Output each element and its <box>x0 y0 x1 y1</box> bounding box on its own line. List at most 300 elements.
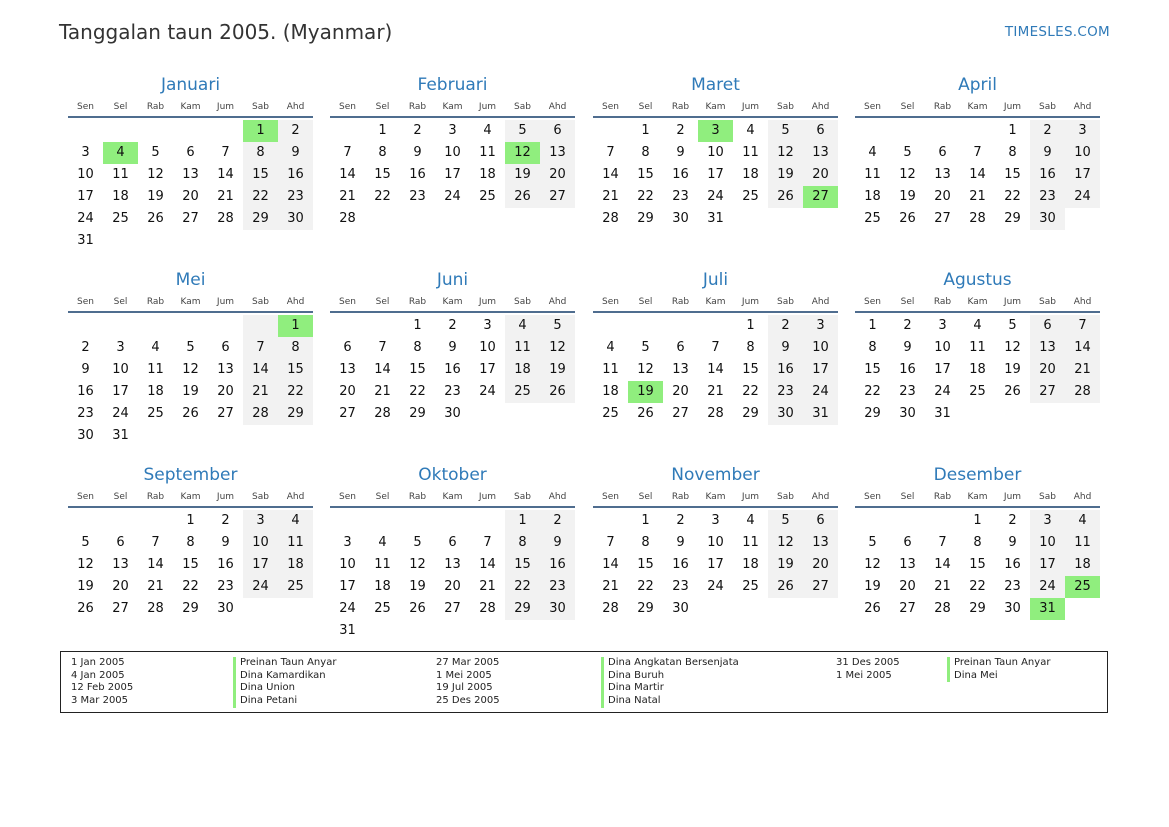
day-cell: 28 <box>934 601 951 616</box>
day-cell: 18 <box>602 384 619 399</box>
day-cell: 14 <box>147 557 164 572</box>
day-cell: 30 <box>672 211 689 226</box>
empty-day-cell <box>768 208 803 230</box>
day-cell: 2 <box>768 315 803 337</box>
day-cell: 13 <box>444 557 461 572</box>
day-cell: 21 <box>374 384 391 399</box>
day-cell: 7 <box>483 535 492 550</box>
day-cell: 13 <box>339 362 356 377</box>
day-cell: 4 <box>483 123 492 138</box>
day-cell: 27 <box>217 406 234 421</box>
empty-day-cell <box>890 510 925 532</box>
empty-day-cell <box>540 403 575 425</box>
day-cell: 28 <box>243 403 278 425</box>
day-grid <box>68 510 313 620</box>
day-cell: 21 <box>217 189 234 204</box>
day-cell: 11 <box>374 557 391 572</box>
day-cell: 20 <box>934 189 951 204</box>
day-cell: 18 <box>864 189 881 204</box>
day-cell: 10 <box>934 340 951 355</box>
day-cell: 9 <box>448 340 457 355</box>
month-name: Desember <box>933 465 1022 485</box>
day-grid <box>68 315 313 447</box>
day-cell: 18 <box>969 362 986 377</box>
day-cell: 6 <box>116 535 125 550</box>
day-cell: 11 <box>505 337 540 359</box>
day-cell: 31 <box>934 406 951 421</box>
day-cell: 4 <box>746 123 755 138</box>
empty-day-cell <box>278 425 313 447</box>
legend-holiday-name: Dina Kamardikan <box>233 670 336 683</box>
day-cell: 30 <box>672 601 689 616</box>
empty-day-cell <box>138 120 173 142</box>
day-cell: 23 <box>278 186 313 208</box>
weekday-label: Ahd <box>286 492 305 502</box>
day-cell: 21 <box>339 189 356 204</box>
day-cell: 29 <box>278 403 313 425</box>
day-cell: 29 <box>409 406 426 421</box>
day-cell: 19 <box>899 189 916 204</box>
day-cell: 4 <box>278 510 313 532</box>
legend-holiday-name: Dina Natal <box>601 695 739 708</box>
day-cell: 12 <box>768 142 803 164</box>
empty-day-cell <box>628 315 663 337</box>
legend-holiday-name: Dina Mei <box>947 670 1050 683</box>
day-cell: 30 <box>77 428 94 443</box>
empty-day-cell <box>1030 403 1065 425</box>
weekday-label: Sab <box>514 102 531 112</box>
day-grid <box>330 510 575 642</box>
day-cell: 2 <box>413 123 422 138</box>
day-cell: 22 <box>409 384 426 399</box>
day-cell: 10 <box>77 167 94 182</box>
header-divider <box>330 311 575 313</box>
day-cell: 23 <box>444 384 461 399</box>
day-cell: 5 <box>413 535 422 550</box>
day-grid <box>855 120 1100 230</box>
weekday-label: Rab <box>408 492 427 502</box>
month-name: Agustus <box>943 270 1012 290</box>
empty-day-cell <box>243 315 278 337</box>
day-cell: 29 <box>637 211 654 226</box>
day-cell: 16 <box>278 164 313 186</box>
day-cell: 6 <box>1030 315 1065 337</box>
day-cell: 3 <box>243 510 278 532</box>
day-cell: 16 <box>540 554 575 576</box>
day-cell: 2 <box>676 513 685 528</box>
day-cell: 20 <box>803 164 838 186</box>
legend-date: 19 Jul 2005 <box>436 682 493 694</box>
empty-day-cell <box>435 510 470 532</box>
day-cell: 31 <box>707 211 724 226</box>
day-cell: 25 <box>112 211 129 226</box>
day-cell: 2 <box>903 318 912 333</box>
empty-day-cell <box>400 208 435 230</box>
day-cell: 18 <box>742 557 759 572</box>
legend-holiday-name: Dina Angkatan Bersenjata <box>601 657 739 670</box>
day-cell: 20 <box>182 189 199 204</box>
holiday-day-cell: 27 <box>803 186 838 208</box>
empty-day-cell <box>365 315 400 337</box>
month-0 <box>68 74 313 252</box>
day-cell: 2 <box>1030 120 1065 142</box>
day-cell: 4 <box>1065 510 1100 532</box>
empty-day-cell <box>855 120 890 142</box>
month-name: Juli <box>702 270 729 290</box>
holiday-day-cell: 3 <box>698 120 733 142</box>
day-cell: 7 <box>151 535 160 550</box>
day-cell: 20 <box>672 384 689 399</box>
empty-day-cell <box>960 403 995 425</box>
day-cell: 29 <box>742 406 759 421</box>
day-cell: 5 <box>540 315 575 337</box>
month-8 <box>68 464 313 620</box>
day-cell: 6 <box>448 535 457 550</box>
legend-holiday-name: Dina Buruh <box>601 670 739 683</box>
legend-names-col-1 <box>233 657 336 708</box>
legend-date: 1 Mei 2005 <box>436 669 492 681</box>
day-cell: 6 <box>938 145 947 160</box>
empty-day-cell <box>470 403 505 425</box>
day-cell: 2 <box>448 318 457 333</box>
day-cell: 23 <box>1030 186 1065 208</box>
day-cell: 13 <box>182 167 199 182</box>
day-cell: 14 <box>707 362 724 377</box>
day-cell: 28 <box>217 211 234 226</box>
day-cell: 16 <box>768 359 803 381</box>
weekday-label: Sel <box>638 102 653 112</box>
day-cell: 3 <box>803 315 838 337</box>
day-cell: 21 <box>602 189 619 204</box>
day-cell: 22 <box>637 579 654 594</box>
month-4 <box>68 269 313 447</box>
day-cell: 18 <box>147 384 164 399</box>
weekday-label: Jum <box>478 297 497 307</box>
month-name: Maret <box>691 75 740 95</box>
weekday-label: Ahd <box>548 102 567 112</box>
day-cell: 9 <box>278 142 313 164</box>
weekday-label: Rab <box>671 492 690 502</box>
month-name: Januari <box>160 75 221 95</box>
day-cell: 13 <box>672 362 689 377</box>
day-cell: 16 <box>444 362 461 377</box>
day-cell: 12 <box>899 167 916 182</box>
day-cell: 21 <box>147 579 164 594</box>
page-title: Tanggalan taun 2005. (Myanmar) <box>59 20 393 44</box>
empty-day-cell <box>540 208 575 230</box>
day-grid <box>330 120 575 230</box>
day-cell: 9 <box>768 337 803 359</box>
legend-dates-col-1 <box>71 657 133 708</box>
day-cell: 7 <box>938 535 947 550</box>
empty-day-cell <box>103 230 138 252</box>
day-cell: 7 <box>973 145 982 160</box>
legend-date: 1 Mei 2005 <box>836 669 892 681</box>
day-cell: 18 <box>374 579 391 594</box>
day-cell: 24 <box>1030 576 1065 598</box>
day-cell: 18 <box>112 189 129 204</box>
weekday-label: Ahd <box>548 297 567 307</box>
day-cell: 1 <box>413 318 422 333</box>
day-cell: 26 <box>505 186 540 208</box>
weekday-label: Ahd <box>548 492 567 502</box>
day-cell: 1 <box>746 318 755 333</box>
weekday-label: Sel <box>375 102 390 112</box>
day-cell: 5 <box>505 120 540 142</box>
day-cell: 5 <box>768 120 803 142</box>
day-cell: 15 <box>742 362 759 377</box>
weekday-label: Ahd <box>811 492 830 502</box>
day-cell: 15 <box>278 359 313 381</box>
day-cell: 12 <box>540 337 575 359</box>
day-grid <box>593 315 838 425</box>
weekday-label: Kam <box>442 297 463 307</box>
weekday-label: Sab <box>777 297 794 307</box>
day-cell: 24 <box>112 406 129 421</box>
empty-day-cell <box>540 620 575 642</box>
day-cell: 11 <box>742 535 759 550</box>
empty-day-cell <box>68 120 103 142</box>
empty-day-cell <box>593 510 628 532</box>
day-cell: 28 <box>1065 381 1100 403</box>
empty-day-cell <box>400 620 435 642</box>
empty-day-cell <box>803 208 838 230</box>
legend-date: 12 Feb 2005 <box>71 682 134 694</box>
day-cell: 6 <box>186 145 195 160</box>
day-cell: 15 <box>505 554 540 576</box>
day-cell: 28 <box>147 601 164 616</box>
weekday-label: Sen <box>864 102 881 112</box>
day-cell: 26 <box>899 211 916 226</box>
weekday-header <box>593 491 838 503</box>
day-cell: 28 <box>479 601 496 616</box>
day-cell: 14 <box>339 167 356 182</box>
day-cell: 17 <box>112 384 129 399</box>
weekday-label: Rab <box>671 102 690 112</box>
day-cell: 14 <box>969 167 986 182</box>
weekday-label: Sel <box>113 102 128 112</box>
day-cell: 15 <box>637 167 654 182</box>
weekday-header <box>330 491 575 503</box>
month-name: Juni <box>436 270 469 290</box>
day-cell: 31 <box>803 403 838 425</box>
day-cell: 14 <box>602 557 619 572</box>
day-cell: 12 <box>147 167 164 182</box>
day-cell: 19 <box>505 164 540 186</box>
day-cell: 25 <box>742 579 759 594</box>
day-cell: 9 <box>81 362 90 377</box>
day-cell: 25 <box>147 406 164 421</box>
day-cell: 9 <box>540 532 575 554</box>
weekday-label: Sel <box>900 102 915 112</box>
day-cell: 13 <box>803 532 838 554</box>
day-cell: 20 <box>217 384 234 399</box>
weekday-label: Jum <box>741 102 760 112</box>
empty-day-cell <box>330 510 365 532</box>
day-cell: 12 <box>409 557 426 572</box>
day-cell: 24 <box>803 381 838 403</box>
weekday-label: Jum <box>1003 102 1022 112</box>
empty-day-cell <box>505 403 540 425</box>
day-cell: 25 <box>969 384 986 399</box>
day-cell: 22 <box>637 189 654 204</box>
day-cell: 23 <box>899 384 916 399</box>
day-cell: 5 <box>641 340 650 355</box>
empty-day-cell <box>243 598 278 620</box>
weekday-label: Sen <box>339 492 356 502</box>
day-cell: 11 <box>1065 532 1100 554</box>
month-1 <box>330 74 575 230</box>
day-cell: 27 <box>672 406 689 421</box>
day-cell: 26 <box>540 381 575 403</box>
day-cell: 18 <box>278 554 313 576</box>
day-cell: 5 <box>81 535 90 550</box>
day-cell: 21 <box>243 381 278 403</box>
weekday-label: Kam <box>967 297 988 307</box>
day-cell: 26 <box>768 576 803 598</box>
empty-day-cell <box>173 425 208 447</box>
site-link[interactable]: TIMESLES.COM <box>1004 24 1110 40</box>
day-cell: 9 <box>413 145 422 160</box>
empty-day-cell <box>435 620 470 642</box>
day-cell: 19 <box>77 579 94 594</box>
day-cell: 5 <box>1008 318 1017 333</box>
day-cell: 10 <box>803 337 838 359</box>
day-cell: 28 <box>602 211 619 226</box>
holiday-day-cell: 1 <box>243 120 278 142</box>
day-cell: 19 <box>1004 362 1021 377</box>
empty-day-cell <box>278 230 313 252</box>
day-cell: 9 <box>1008 535 1017 550</box>
weekday-label: Jum <box>216 297 235 307</box>
empty-day-cell <box>470 208 505 230</box>
weekday-label: Sab <box>252 102 269 112</box>
day-cell: 24 <box>1065 186 1100 208</box>
weekday-label: Rab <box>146 297 165 307</box>
weekday-label: Jum <box>1003 492 1022 502</box>
day-cell: 4 <box>746 513 755 528</box>
empty-day-cell <box>505 208 540 230</box>
day-cell: 30 <box>1030 208 1065 230</box>
day-cell: 2 <box>676 123 685 138</box>
day-cell: 16 <box>409 167 426 182</box>
day-cell: 13 <box>1030 337 1065 359</box>
weekday-label: Sab <box>1039 102 1056 112</box>
day-cell: 7 <box>378 340 387 355</box>
day-cell: 7 <box>711 340 720 355</box>
day-cell: 7 <box>343 145 352 160</box>
day-cell: 8 <box>868 340 877 355</box>
day-cell: 3 <box>116 340 125 355</box>
day-cell: 12 <box>768 532 803 554</box>
empty-day-cell <box>208 120 243 142</box>
day-cell: 21 <box>602 579 619 594</box>
day-cell: 4 <box>606 340 615 355</box>
day-cell: 29 <box>969 601 986 616</box>
empty-day-cell <box>365 620 400 642</box>
day-cell: 7 <box>606 535 615 550</box>
empty-day-cell <box>68 315 103 337</box>
day-cell: 8 <box>641 145 650 160</box>
day-cell: 4 <box>505 315 540 337</box>
day-cell: 2 <box>221 513 230 528</box>
day-cell: 5 <box>768 510 803 532</box>
day-cell: 24 <box>243 576 278 598</box>
day-cell: 26 <box>77 601 94 616</box>
day-cell: 26 <box>864 601 881 616</box>
day-cell: 8 <box>413 340 422 355</box>
empty-day-cell <box>173 315 208 337</box>
day-cell: 16 <box>672 167 689 182</box>
day-cell: 26 <box>147 211 164 226</box>
weekday-label: Sen <box>77 102 94 112</box>
day-cell: 24 <box>444 189 461 204</box>
day-cell: 19 <box>540 359 575 381</box>
day-cell: 13 <box>899 557 916 572</box>
day-cell: 23 <box>1004 579 1021 594</box>
weekday-label: Sel <box>375 297 390 307</box>
day-cell: 17 <box>803 359 838 381</box>
day-cell: 17 <box>479 362 496 377</box>
day-cell: 25 <box>864 211 881 226</box>
month-3 <box>855 74 1100 230</box>
day-cell: 30 <box>217 601 234 616</box>
weekday-label: Jum <box>478 492 497 502</box>
day-cell: 1 <box>378 123 387 138</box>
weekday-label: Ahd <box>811 102 830 112</box>
day-cell: 22 <box>278 381 313 403</box>
day-cell: 27 <box>112 601 129 616</box>
day-cell: 31 <box>112 428 129 443</box>
day-cell: 1 <box>868 318 877 333</box>
day-cell: 10 <box>243 532 278 554</box>
header-divider <box>330 506 575 508</box>
day-cell: 3 <box>448 123 457 138</box>
day-cell: 11 <box>864 167 881 182</box>
empty-day-cell <box>365 510 400 532</box>
day-cell: 23 <box>768 381 803 403</box>
empty-day-cell <box>243 230 278 252</box>
day-grid <box>855 315 1100 425</box>
day-cell: 1 <box>1008 123 1017 138</box>
day-grid <box>330 315 575 425</box>
month-2 <box>593 74 838 230</box>
weekday-label: Sen <box>864 492 881 502</box>
day-cell: 28 <box>339 211 356 226</box>
day-cell: 21 <box>934 579 951 594</box>
day-cell: 14 <box>602 167 619 182</box>
day-cell: 20 <box>112 579 129 594</box>
empty-day-cell <box>1065 208 1100 230</box>
holiday-day-cell: 25 <box>1065 576 1100 598</box>
legend-date: 25 Des 2005 <box>436 695 500 707</box>
day-cell: 21 <box>479 579 496 594</box>
weekday-label: Kam <box>180 102 201 112</box>
weekday-header <box>330 296 575 308</box>
empty-day-cell <box>1065 598 1100 620</box>
empty-day-cell <box>698 315 733 337</box>
empty-day-cell <box>103 510 138 532</box>
day-cell: 6 <box>540 120 575 142</box>
weekday-label: Ahd <box>1073 297 1092 307</box>
day-cell: 23 <box>77 406 94 421</box>
day-cell: 8 <box>243 142 278 164</box>
day-cell: 19 <box>768 164 803 186</box>
month-name: Mei <box>175 270 206 290</box>
day-cell: 9 <box>221 535 230 550</box>
day-cell: 26 <box>637 406 654 421</box>
day-cell: 2 <box>540 510 575 532</box>
